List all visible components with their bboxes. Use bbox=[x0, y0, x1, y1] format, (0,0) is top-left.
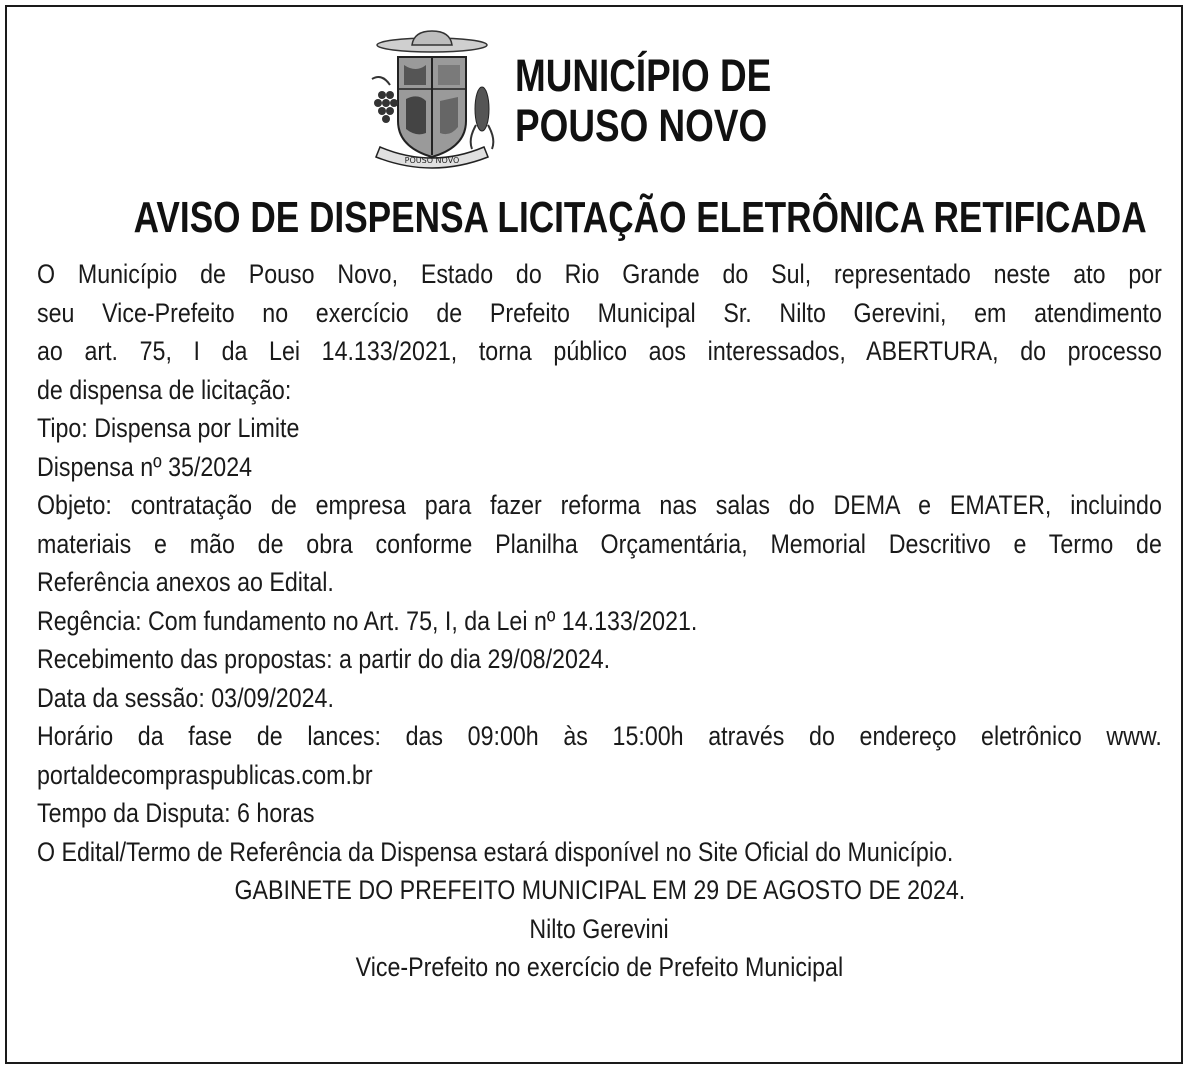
recebimento-line: Recebimento das propostas: a partir do dia 29/08/2024. bbox=[37, 644, 611, 674]
regencia-line: Regência: Com fundamento no Art. 75, I, da Lei nº 14.133/2021. bbox=[37, 605, 698, 636]
municipality-title-line-2: POUSO NOVO bbox=[515, 100, 768, 151]
objeto-line-1: Objeto: contratação de empresa para fazer reforma nas salas do DEMA e EMATER, incluindo bbox=[37, 490, 1162, 520]
horario-line-2: portaldecompraspublicas.com.br bbox=[37, 759, 373, 790]
edital-line: O Edital/Termo de Referência da Dispensa estará disponível no Site Oficial do Município. bbox=[37, 836, 954, 867]
objeto-line-3: Referência anexos ao Edital. bbox=[37, 567, 334, 597]
intro-line-3: ao art. 75, I da Lei 14.133/2021, torna público aos interessados, ABERTURA, do processo bbox=[37, 336, 1162, 366]
notice-body bbox=[37, 255, 1162, 987]
data-sessao-line: Data da sessão: 03/09/2024. bbox=[37, 682, 334, 713]
tipo-line: Tipo: Dispensa por Limite bbox=[37, 413, 300, 443]
intro-line-1: O Município de Pouso Novo, Estado do Rio Grande do Sul, representado neste ato por bbox=[37, 259, 1162, 289]
gabinete-line: GABINETE DO PREFEITO MUNICIPAL EM 29 DE AGOSTO DE 2024. bbox=[234, 875, 965, 905]
intro-line-4: de dispensa de licitação: bbox=[37, 374, 292, 405]
signer-name: Nilto Gerevini bbox=[529, 913, 670, 944]
header bbox=[7, 29, 1181, 169]
municipality-title bbox=[515, 51, 771, 151]
dispensa-number-line: Dispensa nº 35/2024 bbox=[37, 451, 253, 482]
signer-role: Vice-Prefeito no exercício de Prefeito Municipal bbox=[355, 952, 844, 982]
tempo-line: Tempo da Disputa: 6 horas bbox=[37, 798, 315, 828]
notice-frame bbox=[5, 5, 1183, 1064]
municipal-crest-icon bbox=[360, 29, 505, 169]
municipality-title-line-1: MUNICÍPIO DE bbox=[515, 50, 772, 101]
horario-line-1: Horário da fase de lances: das 09:00h às 15:00h através do endereço eletrônico www. bbox=[37, 721, 1162, 751]
notice-title: AVISO DE DISPENSA LICITAÇÃO ELETRÔNICA RETIFICADA bbox=[133, 193, 1147, 242]
intro-line-2: seu Vice-Prefeito no exercício de Prefeito Municipal Sr. Nilto Gerevini, em atendimento bbox=[37, 297, 1162, 328]
svg-text:POUSO NOVO: POUSO NOVO bbox=[404, 156, 460, 165]
objeto-line-2: materiais e mão de obra conforme Planilha Orçamentária, Memorial Descritivo e Termo de bbox=[37, 528, 1162, 559]
